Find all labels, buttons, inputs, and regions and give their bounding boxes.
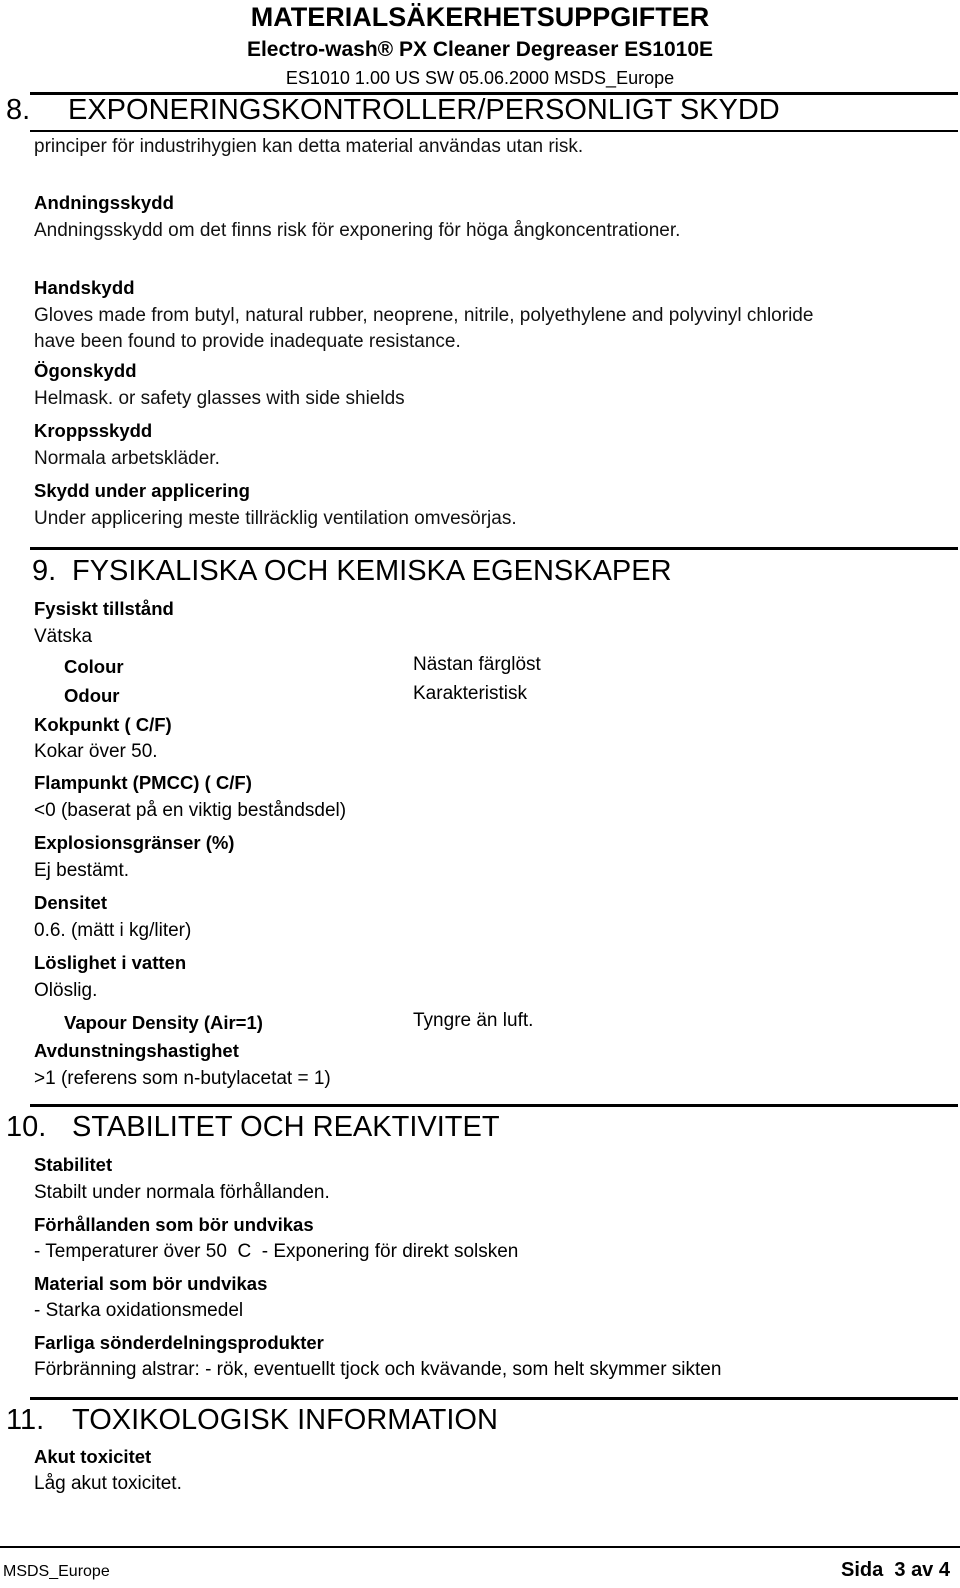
paragraph: Under applicering meste tillräcklig ventilation omvesörjas. [34,508,517,529]
subheading: Densitet [34,892,107,913]
subheading: Flampunkt (PMCC) ( C/F) [34,772,252,793]
property-label: Odour [64,685,120,706]
subheading: Explosionsgränser (%) [34,832,235,853]
subheading: Stabilitet [34,1154,113,1175]
subheading: Ögonskydd [34,360,137,381]
property-value: Ej bestämt. [34,860,130,881]
product-name: Electro-wash® PX Cleaner Degreaser ES1010E [246,38,714,61]
page-indicator [841,1559,950,1582]
section-title: TOXIKOLOGISK INFORMATION [72,1404,498,1436]
subheading: Farliga sönderdelningsprodukter [34,1332,324,1353]
paragraph: Förbränning alstrar: - rök, eventuellt tjock och kvävande, som helt skymmer sikten [34,1359,722,1380]
section-divider [30,1104,958,1107]
subheading: Fysiskt tillstånd [34,598,174,619]
subheading: Skydd under applicering [34,480,250,501]
section-divider [30,547,958,550]
subheading: Handskydd [34,277,135,298]
document-reference: ES1010 1.00 US SW 05.06.2000 MSDS_Europe [285,68,675,88]
section-title: EXPONERINGSKONTROLLER/PERSONLIGT SKYDD [68,94,780,126]
property-value: Nästan färglöst [413,654,541,675]
section-number: 11. [6,1404,45,1436]
section-title: STABILITET OCH REAKTIVITET [72,1111,500,1143]
section-divider [30,130,958,132]
paragraph: Låg akut toxicitet. [34,1473,182,1494]
property-value: Karakteristisk [413,683,528,704]
property-value: <0 (baserat på en viktig beståndsdel) [34,800,347,821]
property-value: >1 (referens som n-butylacetat = 1) [34,1068,331,1089]
footer-label: MSDS_Europe [3,1563,110,1580]
paragraph: have been found to provide inadequate resistance. [34,331,461,352]
property-value: 0.6. (mätt i kg/liter) [34,920,192,941]
paragraph: - Starka oxidationsmedel [34,1300,244,1321]
section-number: 10. [6,1111,47,1143]
subheading: Förhållanden som bör undvikas [34,1214,314,1235]
subheading: Kokpunkt ( C/F) [34,714,172,735]
page-total: 4 [938,1559,950,1581]
property-value: Tyngre än luft. [413,1010,534,1031]
paragraph: Normala arbetskläder. [34,448,220,469]
paragraph: Helmask. or safety glasses with side shields [34,388,405,409]
page-label: Sida [841,1559,884,1581]
section-divider [30,1397,958,1400]
paragraph: Stabilt under normala förhållanden. [34,1182,330,1203]
subheading: Akut toxicitet [34,1446,152,1467]
document-title: MATERIALSÄKERHETSUPPGIFTER [250,2,710,32]
subheading: Material som bör undvikas [34,1273,268,1294]
section-title: FYSIKALISKA OCH KEMISKA EGENSKAPER [72,555,672,587]
property-value: Kokar över 50. [34,741,158,762]
section-number: 8. [6,94,31,126]
property-label: Colour [64,656,124,677]
paragraph: Andningsskydd om det finns risk för exponering för höga ångkoncentrationer. [34,220,681,241]
subheading: Löslighet i vatten [34,952,187,973]
property-value: Olöslig. [34,980,98,1001]
page-current: 3 [894,1559,906,1581]
subheading: Andningsskydd [34,192,175,213]
section-number: 9. [32,555,57,587]
paragraph: Gloves made from butyl, natural rubber, neoprene, nitrile, polyethylene and polyvinyl chloride [34,305,814,326]
subheading: Avdunstningshastighet [34,1040,239,1061]
paragraph: - Temperaturer över 50 C - Exponering för direkt solsken [34,1241,519,1262]
subheading: Kroppsskydd [34,420,153,441]
paragraph: principer för industrihygien kan detta material användas utan risk. [34,136,584,157]
page-of: av [911,1559,934,1581]
footer-divider [0,1546,960,1548]
property-value: Vätska [34,626,93,647]
property-label: Vapour Density (Air=1) [64,1012,263,1033]
